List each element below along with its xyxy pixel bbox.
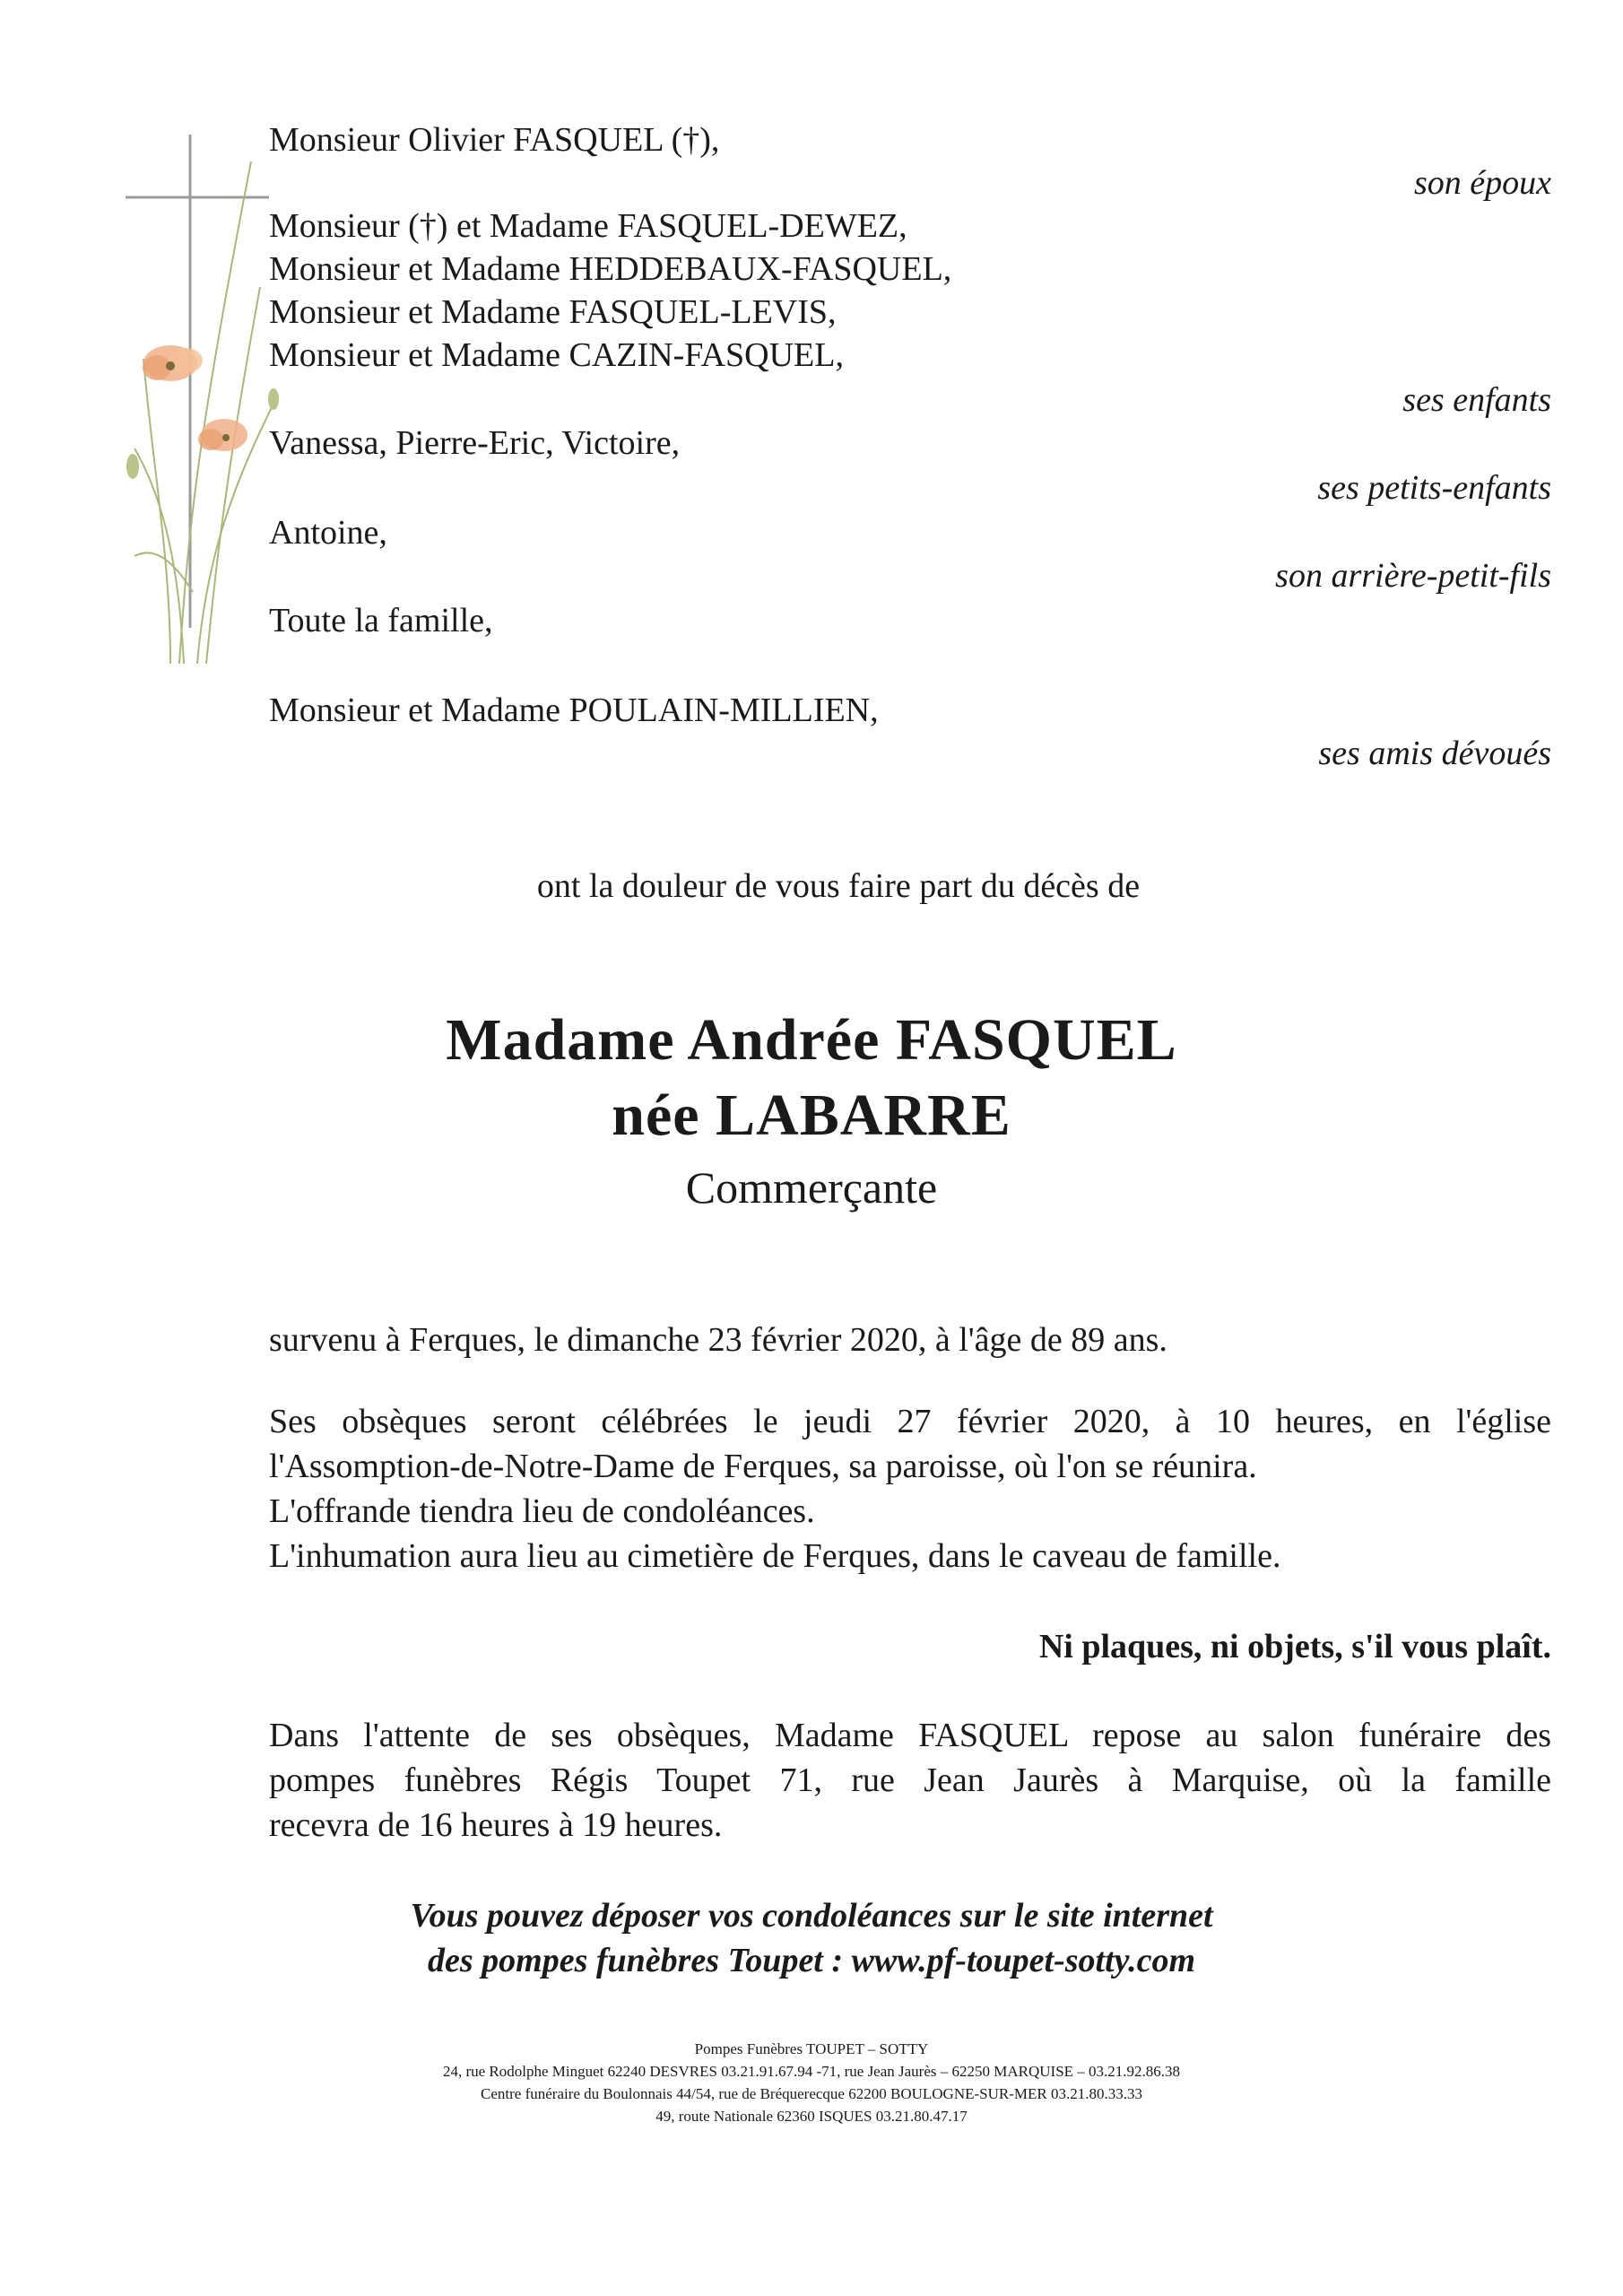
friends-line: Monsieur et Madame POULAIN-MILLIEN,: [269, 691, 879, 729]
child-line: Monsieur et Madame HEDDEBAUX-FASQUEL,: [269, 250, 952, 288]
rest-line: pompes funèbres Régis Toupet 71, rue Jean Jaurès à Marquise, où la famille: [269, 1761, 1551, 1799]
death-info: survenu à Ferques, le dimanche 23 février 2020, à l'âge de 89 ans.: [269, 1321, 1167, 1359]
family-line: Toute la famille,: [269, 602, 493, 639]
funeral-paragraph: [269, 1399, 1551, 1578]
funeral-line: L'inhumation aura lieu au cimetière de Ferques, dans le caveau de famille.: [269, 1537, 1281, 1575]
poppy-icon: [143, 345, 203, 381]
grandchildren-role: ses petits-enfants: [1317, 469, 1551, 507]
deceased-name: Madame Andrée FASQUEL: [446, 1007, 1177, 1073]
funeral-line: Ses obsèques seront célébrées le jeudi 27 février 2020, à 10 heures, en l'église: [269, 1403, 1551, 1440]
rest-line: Dans l'attente de ses obsèques, Madame FASQUEL repose au salon funéraire des: [269, 1717, 1551, 1754]
cross-icon: [126, 135, 269, 628]
great-grandchild-role: son arrière-petit-fils: [1275, 557, 1551, 595]
condolences-line: Vous pouvez déposer vos condoléances sur le site internet: [410, 1897, 1213, 1935]
footer-company: Pompes Funèbres TOUPET – SOTTY: [694, 2040, 929, 2057]
condolences-website-line[interactable]: des pompes funèbres Toupet : www.pf-toupet-sotty.com: [427, 1942, 1196, 1979]
footer-address: 24, rue Rodolphe Minguet 62240 DESVRES 03.21.91.67.94 -71, rue Jean Jaurès – 62250 MARQUISE – 03.21.92.86.38: [442, 2063, 1181, 2080]
great-grandchild-line: Antoine,: [269, 514, 387, 552]
poppy-icon: [198, 419, 247, 451]
children-role: ses enfants: [1402, 381, 1551, 419]
rest-line: recevra de 16 heures à 19 heures.: [269, 1806, 723, 1844]
husband-line: Monsieur Olivier FASQUEL (†),: [269, 121, 720, 159]
child-line: Monsieur et Madame FASQUEL-LEVIS,: [269, 293, 837, 331]
rest-paragraph: [269, 1713, 1551, 1848]
husband-role: son époux: [1413, 164, 1551, 202]
footer-address: 49, route Nationale 62360 ISQUES 03.21.80.47.17: [655, 2108, 968, 2125]
no-flowers-notice: Ni plaques, ni objets, s'il vous plaît.: [1038, 1628, 1551, 1665]
funeral-line: l'Assomption-de-Notre-Dame de Ferques, sa paroisse, où l'on se réunira.: [269, 1448, 1257, 1485]
announcement-text: ont la douleur de vous faire part du décès de: [536, 867, 1141, 905]
deceased-profession: Commerçante: [685, 1162, 938, 1213]
friends-role: ses amis dévoués: [1318, 735, 1551, 772]
grandchildren-line: Vanessa, Pierre-Eric, Victoire,: [269, 424, 681, 462]
deceased-maiden-name: née LABARRE: [612, 1083, 1011, 1148]
child-line: Monsieur et Madame CAZIN-FASQUEL,: [269, 336, 844, 374]
stems-icon: [135, 161, 278, 664]
funeral-line: L'offrande tiendra lieu de condoléances.: [269, 1492, 815, 1530]
child-line: Monsieur (†) et Madame FASQUEL-DEWEZ,: [269, 207, 907, 245]
footer-address: Centre funéraire du Boulonnais 44/54, rue de Bréquerecque 62200 BOULOGNE-SUR-MER 03.21.80.33.33: [481, 2085, 1142, 2102]
